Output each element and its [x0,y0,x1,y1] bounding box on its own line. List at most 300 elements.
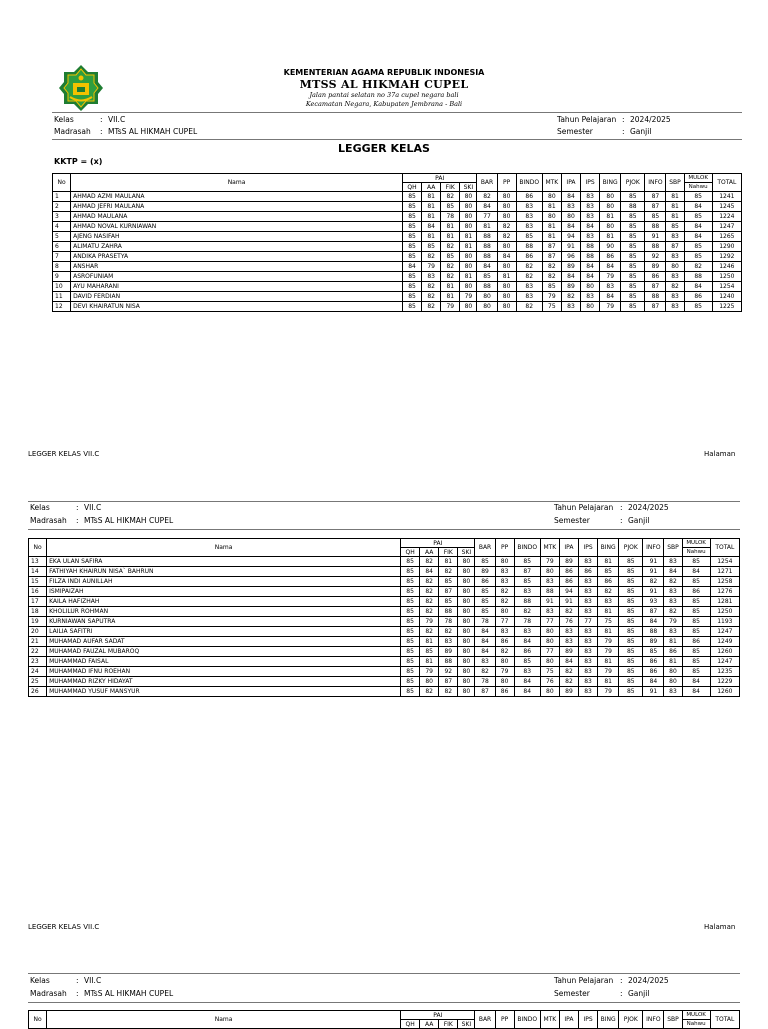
grade-cell: 82 [542,272,561,282]
grade-cell: 81 [441,222,460,232]
grade-cell: 1193 [710,617,739,627]
grade-cell: 85 [514,577,540,587]
grade-cell: 86 [682,637,710,647]
grade-cell: 80 [540,657,559,667]
grade-cell: 1271 [710,567,739,577]
table-row [29,667,740,677]
grade-cell: 1246 [712,262,741,272]
grade-cell: 80 [666,262,684,272]
grade-cell: 88 [477,282,497,292]
grade-cell: 86 [664,647,682,657]
grade-cell: 85 [514,557,540,567]
grade-cell: 80 [460,302,477,312]
table-row [29,557,740,567]
grade-cell: 85 [619,677,643,687]
row-number: 1 [53,192,71,202]
grade-cell: 88 [540,587,559,597]
p3-tahun-label: Tahun Pelajaran [554,976,614,985]
grade-cell: 82 [441,192,460,202]
col-fik: FIK [439,548,458,557]
grade-cell: 84 [420,567,439,577]
grade-cell: 85 [420,647,439,657]
grade-cell: 80 [420,677,439,687]
grade-cell: 79 [540,557,559,567]
legger-table-page-1 [52,173,742,312]
grade-cell: 80 [458,647,475,657]
table-row [53,192,742,202]
grade-cell: 88 [645,222,666,232]
row-number: 5 [53,232,71,242]
grade-cell: 80 [664,667,682,677]
row-number: 11 [53,292,71,302]
grade-cell: 83 [579,627,598,637]
p3-madrasah-label: Madrasah [30,989,67,998]
grade-cell: 83 [516,222,542,232]
col-ips: IPS [579,1011,598,1029]
info-kelas-value: VII.C [108,115,126,124]
p3-tahun-sep: : [620,976,623,985]
grade-cell: 83 [579,657,598,667]
grade-cell: 79 [598,637,619,647]
grade-cell: 82 [495,597,514,607]
student-name: AHMAD AZMI MAULANA [71,192,403,202]
grade-cell: 93 [643,597,664,607]
table-row [53,272,742,282]
col-bar: BAR [475,1011,495,1029]
grade-cell: 81 [422,212,441,222]
grade-cell: 81 [441,232,460,242]
p2-tahun-value: 2024/2025 [628,503,669,512]
col-info: INFO [645,174,666,192]
grade-cell: 85 [401,687,420,697]
grade-cell: 85 [516,232,542,242]
grade-cell: 94 [559,587,578,597]
grade-cell: 78 [475,617,495,627]
grade-cell: 87 [645,282,666,292]
grade-cell: 80 [600,202,621,212]
legger-table-page-2 [28,538,740,697]
table-row [53,292,742,302]
col-total: TOTAL [710,1011,739,1029]
col-qh: QH [401,548,420,557]
grade-cell: 89 [439,647,458,657]
row-number: 18 [29,607,47,617]
grade-cell: 88 [516,242,542,252]
info-tahun-sep: : [622,115,625,124]
grade-cell: 84 [477,202,497,212]
grade-cell: 83 [666,232,684,242]
grade-cell: 86 [495,637,514,647]
grade-cell: 84 [475,637,495,647]
grade-cell: 88 [621,202,645,212]
grade-cell: 85 [401,667,420,677]
row-number: 12 [53,302,71,312]
p2-madrasah-sep: : [76,516,79,525]
grade-cell: 85 [439,577,458,587]
grade-cell: 85 [401,557,420,567]
col-ski: SKI [458,548,475,557]
col-ski: SKI [460,183,477,192]
table-row [53,232,742,242]
page2-info-rule [28,529,740,530]
grade-cell: 85 [619,687,643,697]
grade-cell: 85 [619,567,643,577]
grade-cell: 85 [475,607,495,617]
col-info: INFO [643,1011,664,1029]
col-bindo: BINDO [514,539,540,557]
page3-info-rule [28,1002,740,1003]
col-sbp: SBP [664,1011,682,1029]
info-tahun-value: 2024/2025 [630,115,671,124]
grade-cell: 83 [664,687,682,697]
grade-cell: 85 [441,202,460,212]
grade-cell: 81 [666,202,684,212]
info-madrasah-value: MTsS AL HIKMAH CUPEL [108,127,198,136]
grade-cell: 92 [439,667,458,677]
table-row [29,647,740,657]
col-pai: PAI [401,539,475,548]
col-ips: IPS [579,539,598,557]
grade-cell: 85 [621,232,645,242]
grade-cell: 78 [441,212,460,222]
grade-cell: 88 [684,272,712,282]
grade-cell: 85 [619,667,643,677]
grade-cell: 82 [420,607,439,617]
grade-cell: 85 [401,577,420,587]
grade-cell: 80 [458,577,475,587]
col-bindo: BINDO [516,174,542,192]
col-bar: BAR [475,539,495,557]
grade-cell: 78 [439,617,458,627]
col-pp: PP [497,174,516,192]
grade-cell: 82 [441,242,460,252]
grade-cell: 80 [477,292,497,302]
grade-cell: 85 [402,202,421,212]
grade-cell: 79 [460,292,477,302]
grade-cell: 85 [402,282,421,292]
col-aa: AA [420,1020,439,1029]
footer-left-1: LEGGER KELAS VII.C [28,450,100,458]
grade-cell: 84 [422,222,441,232]
grade-cell: 86 [600,252,621,262]
grade-cell: 84 [514,677,540,687]
p2-tahun-label: Tahun Pelajaran [554,503,614,512]
grade-cell: 85 [619,587,643,597]
grade-cell: 82 [420,587,439,597]
grade-cell: 85 [401,617,420,627]
grade-cell: 90 [600,242,621,252]
student-name: MUHAMMAD RIZKY HIDAYAT [47,677,401,687]
grade-cell: 1260 [710,647,739,657]
grade-cell: 83 [579,597,598,607]
col-qh: QH [401,1020,420,1029]
grade-cell: 81 [598,627,619,637]
grade-cell: 81 [439,557,458,567]
grade-cell: 83 [666,252,684,262]
grade-cell: 1290 [712,242,741,252]
grade-cell: 82 [559,677,578,687]
grade-cell: 1292 [712,252,741,262]
col-nahwu: Nahwu [684,183,712,192]
grade-cell: 79 [441,302,460,312]
info-kelas-sep: : [100,115,103,124]
grade-cell: 84 [514,687,540,697]
grade-cell: 81 [664,657,682,667]
grade-cell: 79 [664,617,682,627]
page3-top-rule [28,973,740,974]
grade-cell: 85 [621,282,645,292]
grade-cell: 83 [579,607,598,617]
grade-cell: 91 [643,587,664,597]
student-name: DEVI KHAIRATUN NISA [71,302,403,312]
grade-cell: 80 [458,587,475,597]
student-name: DAVID FERDIAN [71,292,403,302]
grade-cell: 91 [561,242,580,252]
grade-cell: 82 [420,577,439,587]
grade-cell: 89 [475,567,495,577]
grade-cell: 85 [475,597,495,607]
grade-cell: 83 [664,627,682,637]
grade-cell: 78 [514,617,540,627]
grade-cell: 80 [458,607,475,617]
row-number: 13 [29,557,47,567]
grade-cell: 85 [619,657,643,667]
grade-cell: 1240 [712,292,741,302]
grade-cell: 84 [581,262,600,272]
grade-cell: 85 [621,302,645,312]
grade-cell: 81 [598,657,619,667]
grade-cell: 83 [516,282,542,292]
p3-semester-label: Semester [554,989,590,998]
grade-cell: 84 [682,687,710,697]
grade-cell: 83 [561,302,580,312]
grade-cell: 87 [643,607,664,617]
grade-cell: 85 [401,587,420,597]
grade-cell: 80 [497,212,516,222]
grade-cell: 85 [682,557,710,567]
student-name: MUHAMAD FAUZAL MUBAROQ [47,647,401,657]
grade-cell: 83 [579,587,598,597]
row-number: 21 [29,637,47,647]
kktp-label: KKTP = (x) [54,157,103,166]
grade-cell: 81 [497,272,516,282]
col-nama: Nama [47,539,401,557]
col-pai: PAI [402,174,476,183]
grade-cell: 88 [581,242,600,252]
p2-kelas-value: VII.C [84,503,102,512]
grade-cell: 85 [401,637,420,647]
grade-cell: 85 [402,222,421,232]
grade-cell: 83 [600,282,621,292]
grade-cell: 82 [420,597,439,607]
grade-cell: 86 [643,667,664,677]
student-name: MUHAMMAD YUSUF MANSYUR [47,687,401,697]
table-row [29,607,740,617]
col-nama: Nama [71,174,403,192]
grade-cell: 1250 [710,607,739,617]
grade-cell: 83 [495,567,514,577]
student-name: ASROFUNIAM [71,272,403,282]
p2-kelas-sep: : [76,503,79,512]
grade-cell: 91 [645,232,666,242]
info-madrasah-label: Madrasah [54,127,91,136]
p3-kelas-value: VII.C [84,976,102,985]
student-name: FILZA INDI AUNILLAH [47,577,401,587]
grade-cell: 88 [439,607,458,617]
grade-cell: 91 [540,597,559,607]
grade-cell: 83 [514,627,540,637]
grade-cell: 82 [516,262,542,272]
grade-cell: 1276 [710,587,739,597]
grade-cell: 88 [643,627,664,637]
row-number: 3 [53,212,71,222]
table-row [53,262,742,272]
grade-cell: 85 [621,222,645,232]
grade-cell: 86 [645,272,666,282]
grade-cell: 85 [684,212,712,222]
p3-madrasah-value: MTsS AL HIKMAH CUPEL [84,989,174,998]
grade-cell: 83 [475,657,495,667]
table-row [29,677,740,687]
table-row [53,302,742,312]
grade-cell: 85 [619,557,643,567]
grade-cell: 84 [643,677,664,687]
info-madrasah-sep: : [100,127,103,136]
grade-cell: 79 [495,667,514,677]
grade-cell: 1224 [712,212,741,222]
grade-cell: 80 [540,567,559,577]
row-number: 20 [29,627,47,637]
footer-left-2: LEGGER KELAS VII.C [28,923,100,931]
grade-cell: 80 [495,607,514,617]
row-number: 6 [53,242,71,252]
grade-cell: 77 [540,617,559,627]
grade-cell: 76 [540,677,559,687]
grade-cell: 1249 [710,637,739,647]
grade-cell: 81 [600,212,621,222]
row-number: 26 [29,687,47,697]
grade-cell: 80 [458,657,475,667]
grade-cell: 89 [559,647,578,657]
grade-cell: 86 [475,577,495,587]
grade-cell: 77 [579,617,598,627]
grade-cell: 81 [598,677,619,687]
grade-cell: 82 [516,302,542,312]
student-name: MUHAMMAD IFNU ROEHAN [47,667,401,677]
grade-cell: 87 [439,587,458,597]
grade-cell: 85 [402,242,421,252]
student-name: LAILIA SAFITRI [47,627,401,637]
grade-cell: 81 [441,292,460,302]
p3-madrasah-sep: : [76,989,79,998]
grade-cell: 82 [542,262,561,272]
p2-semester-sep: : [620,516,623,525]
grade-cell: 85 [514,657,540,667]
grade-cell: 80 [497,242,516,252]
school-name: MTSS AL HIKMAH CUPEL [299,78,469,91]
p3-semester-sep: : [620,989,623,998]
grade-cell: 85 [619,637,643,647]
grade-cell: 85 [402,232,421,242]
grade-cell: 85 [401,607,420,617]
table-row [53,242,742,252]
col-total: TOTAL [712,174,741,192]
grade-cell: 83 [598,597,619,607]
grade-cell: 96 [561,252,580,262]
grade-cell: 87 [475,687,495,697]
grade-cell: 82 [441,272,460,282]
grade-cell: 84 [477,262,497,272]
row-number: 14 [29,567,47,577]
col-pjok: PJOK [621,174,645,192]
row-number: 15 [29,577,47,587]
grade-cell: 82 [422,292,441,302]
grade-cell: 75 [598,617,619,627]
grade-cell: 85 [619,647,643,657]
row-number: 9 [53,272,71,282]
grade-cell: 85 [402,192,421,202]
p2-semester-value: Ganjil [628,516,650,525]
grade-cell: 80 [495,657,514,667]
grade-cell: 80 [540,637,559,647]
grade-cell: 86 [643,657,664,667]
col-aa: AA [422,183,441,192]
grade-cell: 80 [460,202,477,212]
col-info: INFO [643,539,664,557]
row-number: 10 [53,282,71,292]
legger-table-page-3-header [28,1010,740,1029]
col-no: No [53,174,71,192]
grade-cell: 82 [475,667,495,677]
grade-cell: 80 [460,252,477,262]
grade-cell: 79 [422,262,441,272]
grade-cell: 86 [559,567,578,577]
grade-cell: 85 [682,607,710,617]
grade-cell: 82 [643,577,664,587]
grade-cell: 85 [598,567,619,577]
school-address-line-2: Kecamatan Negara, Kabupaten Jembrana - Bali [305,100,463,108]
table-row [29,587,740,597]
info-semester-label: Semester [557,127,593,136]
grade-cell: 85 [643,647,664,657]
grade-cell: 1241 [712,192,741,202]
grade-cell: 80 [542,212,561,222]
grade-cell: 1247 [710,657,739,667]
col-total: TOTAL [710,539,739,557]
footer-right-1: Halaman [704,450,736,458]
grade-cell: 87 [439,677,458,687]
grade-cell: 83 [495,577,514,587]
grade-cell: 91 [643,557,664,567]
grade-cell: 84 [561,272,580,282]
grade-cell: 82 [420,687,439,697]
ministry-name: KEMENTERIAN AGAMA REPUBLIK INDONESIA [283,68,485,77]
grade-cell: 81 [477,222,497,232]
p2-tahun-sep: : [620,503,623,512]
grade-cell: 82 [439,687,458,697]
grade-cell: 85 [401,647,420,657]
grade-cell: 85 [682,647,710,657]
grade-cell: 85 [682,577,710,587]
p3-kelas-label: Kelas [30,976,50,985]
grade-cell: 83 [579,667,598,677]
grade-cell: 91 [643,567,664,577]
table-row [29,567,740,577]
grade-cell: 79 [598,667,619,677]
col-mulok: MULOK [684,174,712,183]
col-sbp: SBP [666,174,684,192]
grade-cell: 81 [600,232,621,242]
